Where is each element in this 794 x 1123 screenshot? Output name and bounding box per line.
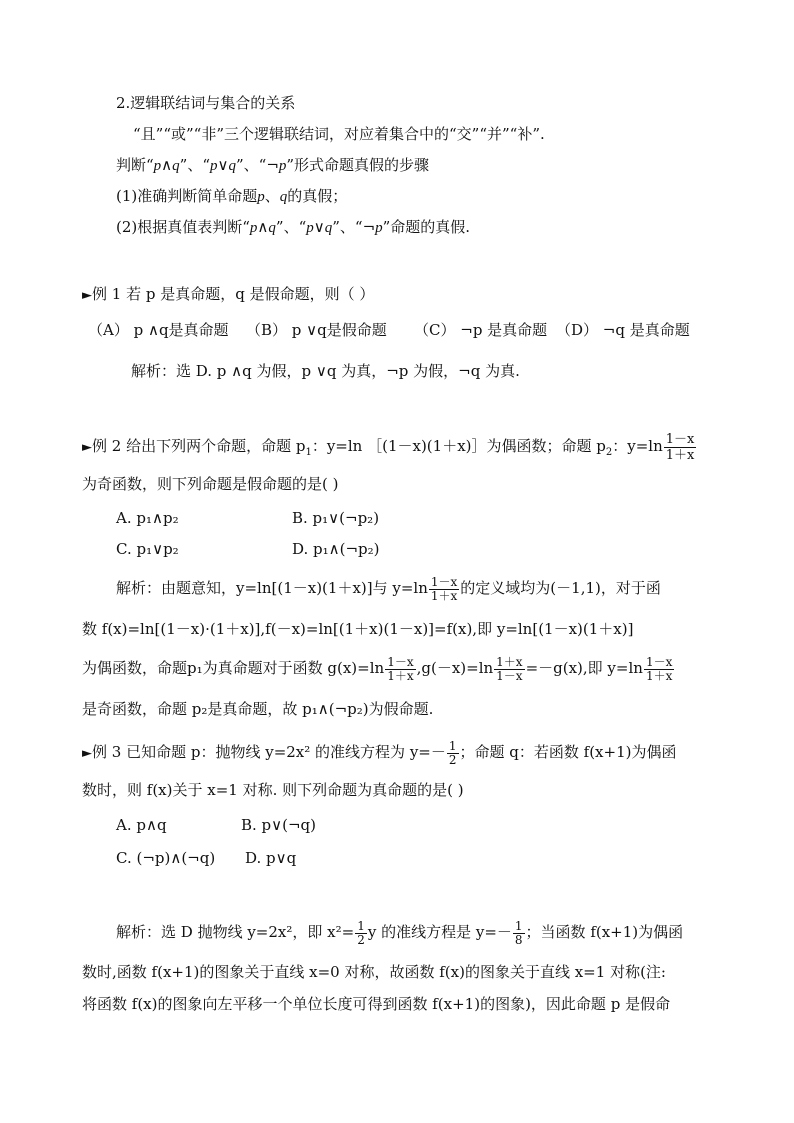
example-2-option-b: B. p₁∨(¬p₂) bbox=[292, 509, 380, 527]
example-3-stem-line-2: 数时，则 f(x)关于 x=1 对称. 则下列命题为真命题的是( ) bbox=[82, 781, 464, 799]
example-2-stem-line-2: 为奇函数，则下列命题是假命题的是( ) bbox=[82, 475, 339, 493]
fraction: $\frac{1-x}{1+x}$ bbox=[665, 431, 695, 463]
example-2-solution-line-2: 数 f(x)=ln[(1－x)·(1＋x)],f(－x)=ln[(1＋x)(1－x)]=f(x),即 y=ln[(1－x)(1＋x)] bbox=[82, 620, 634, 638]
example-3-solution-line-2: 数时,函数 f(x+1)的图象关于直线 x=0 对称，故函数 f(x)的图象关于直线 x=1 对称(注: bbox=[82, 963, 666, 981]
example-1-option-a: （A） p ∧q是真命题 bbox=[88, 321, 229, 339]
example-2-option-a: A. p₁∧p₂ bbox=[116, 509, 179, 527]
example-3-option-c: C. (¬p)∧(¬q) bbox=[116, 849, 216, 867]
example-2-solution-line-1: 解析：由题意知，y=ln[(1－x)(1＋x)]与 y=ln $\frac{1-x}{1+x}$ 的定义域均为(－1,1)，对于函 bbox=[116, 574, 661, 603]
fraction: $\frac{1-x}{1+x}$ bbox=[645, 654, 673, 683]
fraction: $\frac{1-x}{1+x}$ bbox=[387, 654, 414, 683]
example-3-option-b: B. p∨(¬q) bbox=[241, 816, 317, 834]
triangle-marker-icon: ► bbox=[82, 440, 92, 455]
example-3-option-d: D. p∨q bbox=[245, 849, 297, 867]
fraction: $\frac{1+x}{1-x}$ bbox=[496, 654, 523, 683]
example-2-option-c: C. p₁∨p₂ bbox=[116, 540, 179, 558]
fraction: $\frac{1-x}{1+x}$ bbox=[430, 574, 458, 603]
fraction: $\frac{1}{2}$ bbox=[448, 738, 457, 767]
fraction: $\frac{1}{8}$ bbox=[514, 918, 523, 947]
example-3-stem: ►例 3 已知命题 p：抛物线 y=2x² 的准线方程为 y=－ $\frac{1}{2}$ ；命题 q：若函数 f(x+1)为偶函 bbox=[82, 738, 677, 767]
steps-title: 判断“p∧q”、“p∨q”、“¬p”形式命题真假的步骤 bbox=[116, 156, 430, 174]
fraction: $\frac{1}{2}$ bbox=[357, 918, 365, 947]
example-1-option-c: （C） ¬p 是真命题 bbox=[414, 321, 548, 339]
step-2: (2)根据真值表判断“p∧q”、“p∨q”、“¬p”命题的真假. bbox=[116, 218, 471, 236]
example-1-option-d: （D） ¬q 是真命题 bbox=[556, 321, 690, 339]
example-2-solution-line-4: 是奇函数，命题 p₂是真命题，故 p₁∧(¬p₂)为假命题. bbox=[82, 700, 434, 718]
example-1-title: ►例 1 若 p 是真命题，q 是假命题，则（ ） bbox=[82, 285, 375, 303]
example-1-option-b: （B） p ∨q是假命题 bbox=[246, 321, 387, 339]
section-heading: 2.逻辑联结词与集合的关系 bbox=[116, 94, 296, 112]
example-1-solution: 解析：选 D. p ∧q 为假，p ∨q 为真，¬p 为假，¬q 为真. bbox=[131, 362, 520, 380]
step-1: (1)准确判断简单命题p、q的真假； bbox=[116, 187, 348, 205]
example-2-solution-line-3: 为偶函数，命题p₁为真命题对于函数 g(x)=ln $\frac{1-x}{1+x}$ ,g(－x)=ln $\frac{1+x}{1-x}$ =－g(x),即 y=ln $\frac{1-x}{1+x}$ bbox=[82, 654, 673, 683]
example-3-solution-line-3: 将函数 f(x)的图象向左平移一个单位长度可得到函数 f(x+1)的图象)，因此命题 p 是假命 bbox=[82, 995, 671, 1013]
example-2-stem: ►例 2 给出下列两个命题，命题 $p_1$：y=ln ［(1－x)(1＋x)］为偶函数；命题 $p_2$：y=ln $\frac{1-x}{1+x}$ bbox=[82, 431, 695, 463]
intro-line: “且”“或”“非”三个逻辑联结词，对应着集合中的“交”“并”“补”. bbox=[133, 125, 545, 143]
example-2-option-d: D. p₁∧(¬p₂) bbox=[292, 540, 380, 558]
triangle-marker-icon: ► bbox=[82, 288, 92, 303]
triangle-marker-icon: ► bbox=[82, 746, 92, 761]
example-3-option-a: A. p∧q bbox=[116, 816, 167, 834]
example-3-solution-line-1: 解析：选 D 抛物线 y=2x²，即 x²= $\frac{1}{2}$ y 的准线方程是 y=－ $\frac{1}{8}$ ；当函数 f(x+1)为偶函 bbox=[116, 918, 684, 947]
